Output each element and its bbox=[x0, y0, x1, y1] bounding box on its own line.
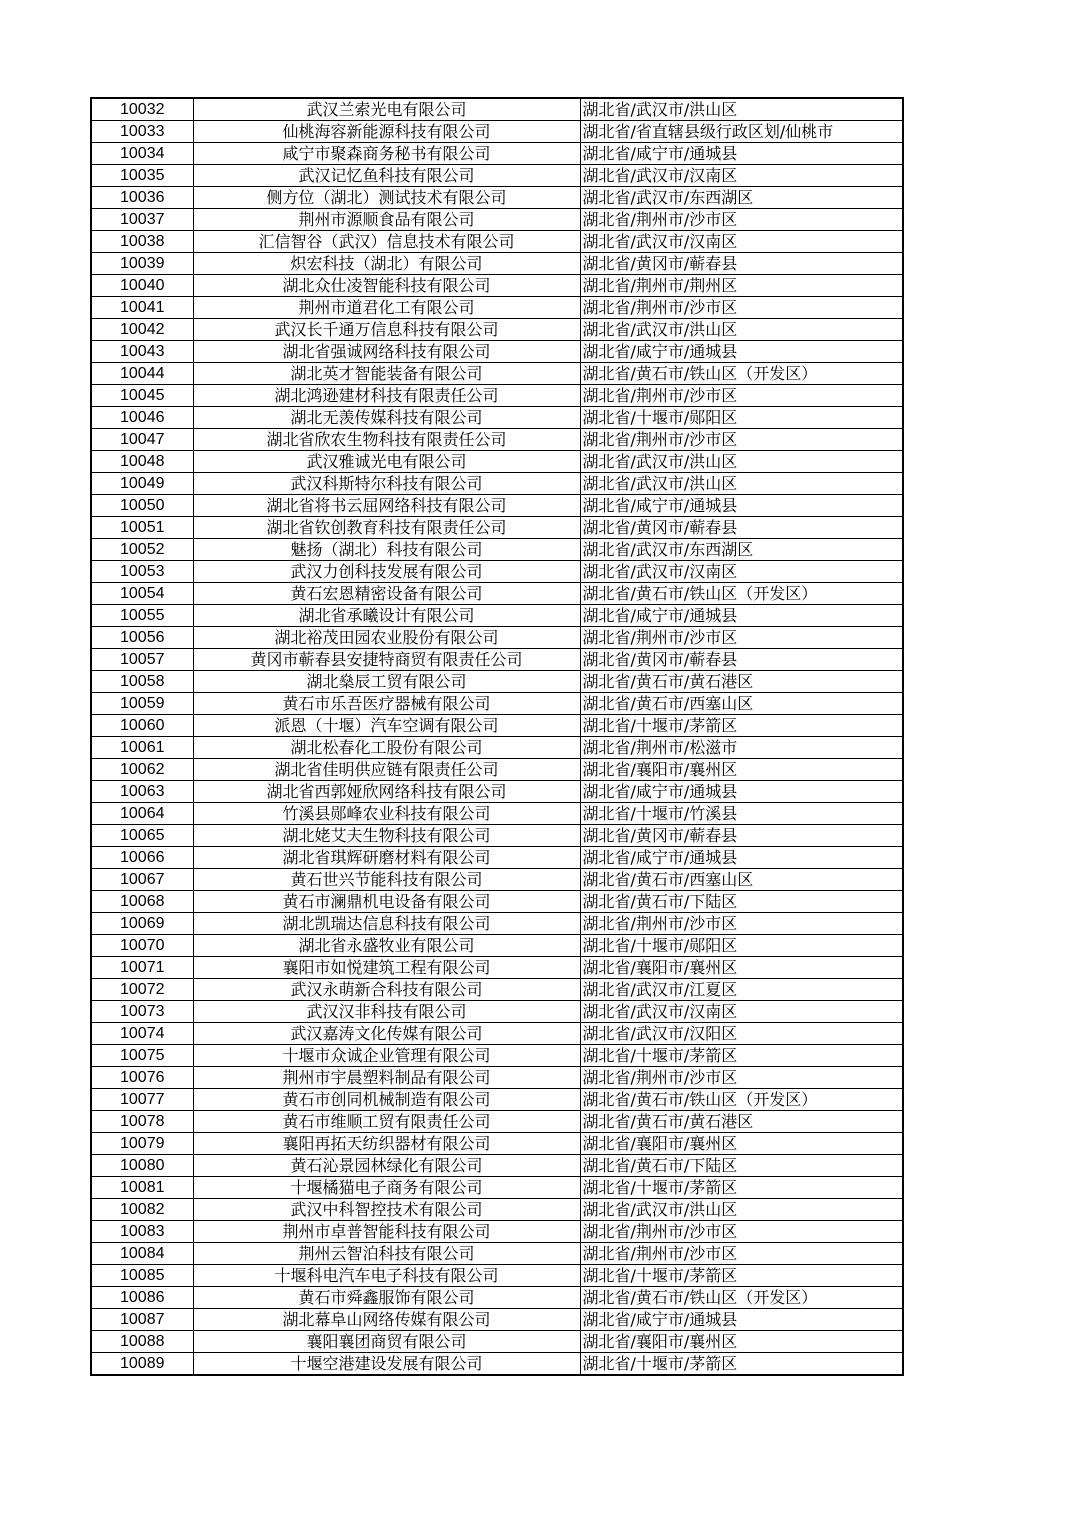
company-name-cell: 湖北省佳明供应链有限责任公司 bbox=[193, 759, 580, 781]
company-name-cell: 武汉兰索光电有限公司 bbox=[193, 98, 580, 121]
table-row bbox=[91, 297, 903, 319]
company-region-cell: 湖北省/武汉市/洪山区 bbox=[580, 451, 903, 473]
table-row bbox=[91, 957, 903, 979]
company-id-cell: 10033 bbox=[91, 121, 193, 143]
company-id-cell: 10055 bbox=[91, 605, 193, 627]
company-region-cell: 湖北省/黄冈市/蕲春县 bbox=[580, 253, 903, 275]
table-row bbox=[91, 913, 903, 935]
table-row bbox=[91, 1287, 903, 1309]
company-name-cell: 黄石宏恩精密设备有限公司 bbox=[193, 583, 580, 605]
company-id-cell: 10062 bbox=[91, 759, 193, 781]
company-id-cell: 10068 bbox=[91, 891, 193, 913]
company-name-cell: 黄石市维顺工贸有限责任公司 bbox=[193, 1111, 580, 1133]
table-row bbox=[91, 1155, 903, 1177]
table-row bbox=[91, 341, 903, 363]
company-region-cell: 湖北省/十堰市/郧阳区 bbox=[580, 407, 903, 429]
company-name-cell: 湖北鸿逊建材科技有限责任公司 bbox=[193, 385, 580, 407]
company-id-cell: 10053 bbox=[91, 561, 193, 583]
company-name-cell: 襄阳再拓天纺织器材有限公司 bbox=[193, 1133, 580, 1155]
company-name-cell: 炽宏科技（湖北）有限公司 bbox=[193, 253, 580, 275]
company-id-cell: 10084 bbox=[91, 1243, 193, 1265]
company-name-cell: 黄石沁景园林绿化有限公司 bbox=[193, 1155, 580, 1177]
company-name-cell: 武汉力创科技发展有限公司 bbox=[193, 561, 580, 583]
table-row bbox=[91, 275, 903, 297]
table-row bbox=[91, 583, 903, 605]
table-row bbox=[91, 891, 903, 913]
table-row bbox=[91, 1089, 903, 1111]
company-region-cell: 湖北省/襄阳市/襄州区 bbox=[580, 957, 903, 979]
company-name-cell: 武汉记忆鱼科技有限公司 bbox=[193, 165, 580, 187]
table-row bbox=[91, 1199, 903, 1221]
table-row bbox=[91, 715, 903, 737]
company-id-cell: 10043 bbox=[91, 341, 193, 363]
company-id-cell: 10041 bbox=[91, 297, 193, 319]
table-row bbox=[91, 737, 903, 759]
company-name-cell: 湖北松春化工股份有限公司 bbox=[193, 737, 580, 759]
company-name-cell: 襄阳市如悦建筑工程有限公司 bbox=[193, 957, 580, 979]
company-id-cell: 10052 bbox=[91, 539, 193, 561]
company-region-cell: 湖北省/十堰市/茅箭区 bbox=[580, 1045, 903, 1067]
company-name-cell: 黄石市舜鑫服饰有限公司 bbox=[193, 1287, 580, 1309]
company-name-cell: 湖北凯瑞达信息科技有限公司 bbox=[193, 913, 580, 935]
company-id-cell: 10082 bbox=[91, 1199, 193, 1221]
company-name-cell: 十堰科电汽车电子科技有限公司 bbox=[193, 1265, 580, 1287]
company-id-cell: 10056 bbox=[91, 627, 193, 649]
company-name-cell: 仙桃海容新能源科技有限公司 bbox=[193, 121, 580, 143]
company-name-cell: 十堰市众诚企业管理有限公司 bbox=[193, 1045, 580, 1067]
table-row bbox=[91, 165, 903, 187]
company-id-cell: 10045 bbox=[91, 385, 193, 407]
company-name-cell: 湖北省永盛牧业有限公司 bbox=[193, 935, 580, 957]
table-row bbox=[91, 253, 903, 275]
company-name-cell: 荆州市源顺食品有限公司 bbox=[193, 209, 580, 231]
company-region-cell: 湖北省/武汉市/洪山区 bbox=[580, 1199, 903, 1221]
company-region-cell: 湖北省/黄冈市/蕲春县 bbox=[580, 825, 903, 847]
company-name-cell: 十堰空港建设发展有限公司 bbox=[193, 1353, 580, 1376]
company-id-cell: 10044 bbox=[91, 363, 193, 385]
company-region-cell: 湖北省/黄石市/西塞山区 bbox=[580, 693, 903, 715]
table-row bbox=[91, 1045, 903, 1067]
company-region-cell: 湖北省/荆州市/沙市区 bbox=[580, 385, 903, 407]
company-id-cell: 10059 bbox=[91, 693, 193, 715]
company-region-cell: 湖北省/襄阳市/襄州区 bbox=[580, 759, 903, 781]
company-id-cell: 10032 bbox=[91, 98, 193, 121]
company-name-cell: 湖北英才智能装备有限公司 bbox=[193, 363, 580, 385]
company-name-cell: 黄石市澜鼎机电设备有限公司 bbox=[193, 891, 580, 913]
company-name-cell: 湖北幕阜山网络传媒有限公司 bbox=[193, 1309, 580, 1331]
company-region-cell: 湖北省/咸宁市/通城县 bbox=[580, 847, 903, 869]
company-region-cell: 湖北省/武汉市/洪山区 bbox=[580, 319, 903, 341]
company-name-cell: 黄石世兴节能科技有限公司 bbox=[193, 869, 580, 891]
company-name-cell: 竹溪县郧峰农业科技有限公司 bbox=[193, 803, 580, 825]
table-row bbox=[91, 1309, 903, 1331]
company-id-cell: 10065 bbox=[91, 825, 193, 847]
company-id-cell: 10076 bbox=[91, 1067, 193, 1089]
company-id-cell: 10074 bbox=[91, 1023, 193, 1045]
company-id-cell: 10070 bbox=[91, 935, 193, 957]
company-region-cell: 湖北省/十堰市/茅箭区 bbox=[580, 715, 903, 737]
company-id-cell: 10077 bbox=[91, 1089, 193, 1111]
company-region-cell: 湖北省/黄冈市/蕲春县 bbox=[580, 649, 903, 671]
company-id-cell: 10034 bbox=[91, 143, 193, 165]
table-row bbox=[91, 1023, 903, 1045]
company-id-cell: 10047 bbox=[91, 429, 193, 451]
company-region-cell: 湖北省/黄石市/铁山区（开发区） bbox=[580, 1089, 903, 1111]
table-row bbox=[91, 209, 903, 231]
table-row bbox=[91, 979, 903, 1001]
company-region-cell: 湖北省/武汉市/汉南区 bbox=[580, 561, 903, 583]
table-row bbox=[91, 517, 903, 539]
company-id-cell: 10060 bbox=[91, 715, 193, 737]
company-id-cell: 10075 bbox=[91, 1045, 193, 1067]
company-region-cell: 湖北省/荆州市/沙市区 bbox=[580, 429, 903, 451]
company-name-cell: 湖北省钦创教育科技有限责任公司 bbox=[193, 517, 580, 539]
company-id-cell: 10037 bbox=[91, 209, 193, 231]
company-name-cell: 黄石市乐吾医疗器械有限公司 bbox=[193, 693, 580, 715]
company-id-cell: 10083 bbox=[91, 1221, 193, 1243]
company-region-cell: 湖北省/咸宁市/通城县 bbox=[580, 1309, 903, 1331]
table-row bbox=[91, 1177, 903, 1199]
table-row bbox=[91, 98, 903, 121]
company-name-cell: 湖北省琪辉研磨材料有限公司 bbox=[193, 847, 580, 869]
company-name-cell: 湖北无羡传媒科技有限公司 bbox=[193, 407, 580, 429]
table-row bbox=[91, 869, 903, 891]
table-row bbox=[91, 1243, 903, 1265]
company-region-cell: 湖北省/荆州市/沙市区 bbox=[580, 209, 903, 231]
table-row bbox=[91, 1331, 903, 1353]
company-region-cell: 湖北省/省直辖县级行政区划/仙桃市 bbox=[580, 121, 903, 143]
company-region-cell: 湖北省/黄石市/铁山区（开发区） bbox=[580, 1287, 903, 1309]
company-region-cell: 湖北省/武汉市/东西湖区 bbox=[580, 539, 903, 561]
table-row bbox=[91, 847, 903, 869]
company-table-body bbox=[91, 98, 903, 1375]
company-name-cell: 武汉长千通万信息科技有限公司 bbox=[193, 319, 580, 341]
table-row bbox=[91, 649, 903, 671]
table-row bbox=[91, 693, 903, 715]
company-id-cell: 10063 bbox=[91, 781, 193, 803]
company-id-cell: 10088 bbox=[91, 1331, 193, 1353]
company-name-cell: 荆州云智泊科技有限公司 bbox=[193, 1243, 580, 1265]
company-id-cell: 10069 bbox=[91, 913, 193, 935]
company-region-cell: 湖北省/黄石市/铁山区（开发区） bbox=[580, 363, 903, 385]
company-region-cell: 湖北省/武汉市/东西湖区 bbox=[580, 187, 903, 209]
company-region-cell: 湖北省/荆州市/沙市区 bbox=[580, 1243, 903, 1265]
company-id-cell: 10072 bbox=[91, 979, 193, 1001]
company-id-cell: 10079 bbox=[91, 1133, 193, 1155]
table-row bbox=[91, 231, 903, 253]
company-id-cell: 10057 bbox=[91, 649, 193, 671]
company-region-cell: 湖北省/武汉市/江夏区 bbox=[580, 979, 903, 1001]
company-name-cell: 黄冈市蕲春县安捷特商贸有限责任公司 bbox=[193, 649, 580, 671]
company-name-cell: 武汉雅诚光电有限公司 bbox=[193, 451, 580, 473]
company-region-cell: 湖北省/襄阳市/襄州区 bbox=[580, 1331, 903, 1353]
company-id-cell: 10067 bbox=[91, 869, 193, 891]
company-region-cell: 湖北省/荆州市/沙市区 bbox=[580, 1221, 903, 1243]
table-row bbox=[91, 561, 903, 583]
company-region-cell: 湖北省/咸宁市/通城县 bbox=[580, 781, 903, 803]
company-id-cell: 10081 bbox=[91, 1177, 193, 1199]
company-id-cell: 10066 bbox=[91, 847, 193, 869]
company-name-cell: 派恩（十堰）汽车空调有限公司 bbox=[193, 715, 580, 737]
table-row bbox=[91, 187, 903, 209]
company-id-cell: 10054 bbox=[91, 583, 193, 605]
company-table bbox=[90, 97, 904, 1376]
company-name-cell: 咸宁市聚森商务秘书有限公司 bbox=[193, 143, 580, 165]
table-row bbox=[91, 605, 903, 627]
company-region-cell: 湖北省/武汉市/汉南区 bbox=[580, 1001, 903, 1023]
company-region-cell: 湖北省/黄石市/黄石港区 bbox=[580, 1111, 903, 1133]
company-name-cell: 湖北省欣农生物科技有限责任公司 bbox=[193, 429, 580, 451]
company-region-cell: 湖北省/荆州市/沙市区 bbox=[580, 627, 903, 649]
company-name-cell: 荆州市宇晨塑料制品有限公司 bbox=[193, 1067, 580, 1089]
table-row bbox=[91, 407, 903, 429]
company-id-cell: 10078 bbox=[91, 1111, 193, 1133]
company-id-cell: 10071 bbox=[91, 957, 193, 979]
company-region-cell: 湖北省/十堰市/郧阳区 bbox=[580, 935, 903, 957]
company-region-cell: 湖北省/荆州市/沙市区 bbox=[580, 297, 903, 319]
company-name-cell: 荆州市卓普智能科技有限公司 bbox=[193, 1221, 580, 1243]
company-name-cell: 武汉中科智控技术有限公司 bbox=[193, 1199, 580, 1221]
company-region-cell: 湖北省/黄石市/下陆区 bbox=[580, 1155, 903, 1177]
table-row bbox=[91, 759, 903, 781]
company-region-cell: 湖北省/十堰市/茅箭区 bbox=[580, 1177, 903, 1199]
table-row bbox=[91, 473, 903, 495]
company-name-cell: 湖北省西郭娅欣网络科技有限公司 bbox=[193, 781, 580, 803]
company-name-cell: 侧方位（湖北）测试技术有限公司 bbox=[193, 187, 580, 209]
company-region-cell: 湖北省/黄石市/黄石港区 bbox=[580, 671, 903, 693]
company-name-cell: 汇信智谷（武汉）信息技术有限公司 bbox=[193, 231, 580, 253]
table-row bbox=[91, 385, 903, 407]
company-region-cell: 湖北省/咸宁市/通城县 bbox=[580, 143, 903, 165]
company-id-cell: 10050 bbox=[91, 495, 193, 517]
company-region-cell: 湖北省/咸宁市/通城县 bbox=[580, 341, 903, 363]
company-id-cell: 10085 bbox=[91, 1265, 193, 1287]
company-name-cell: 武汉科斯特尔科技有限公司 bbox=[193, 473, 580, 495]
company-region-cell: 湖北省/襄阳市/襄州区 bbox=[580, 1133, 903, 1155]
company-id-cell: 10080 bbox=[91, 1155, 193, 1177]
company-region-cell: 湖北省/荆州市/沙市区 bbox=[580, 913, 903, 935]
company-region-cell: 湖北省/武汉市/洪山区 bbox=[580, 473, 903, 495]
table-row bbox=[91, 935, 903, 957]
table-row bbox=[91, 363, 903, 385]
table-row bbox=[91, 451, 903, 473]
company-name-cell: 湖北燊辰工贸有限公司 bbox=[193, 671, 580, 693]
company-region-cell: 湖北省/武汉市/汉南区 bbox=[580, 165, 903, 187]
company-region-cell: 湖北省/黄冈市/蕲春县 bbox=[580, 517, 903, 539]
company-region-cell: 湖北省/武汉市/洪山区 bbox=[580, 98, 903, 121]
table-row bbox=[91, 1067, 903, 1089]
company-region-cell: 湖北省/荆州市/松滋市 bbox=[580, 737, 903, 759]
company-id-cell: 10042 bbox=[91, 319, 193, 341]
company-region-cell: 湖北省/荆州市/沙市区 bbox=[580, 1067, 903, 1089]
table-row bbox=[91, 143, 903, 165]
company-id-cell: 10040 bbox=[91, 275, 193, 297]
company-name-cell: 湖北省将书云屈网络科技有限公司 bbox=[193, 495, 580, 517]
company-region-cell: 湖北省/武汉市/汉阳区 bbox=[580, 1023, 903, 1045]
company-region-cell: 湖北省/十堰市/茅箭区 bbox=[580, 1353, 903, 1376]
company-id-cell: 10089 bbox=[91, 1353, 193, 1376]
company-name-cell: 荆州市道君化工有限公司 bbox=[193, 297, 580, 319]
table-row bbox=[91, 1353, 903, 1376]
company-name-cell: 黄石市创同机械制造有限公司 bbox=[193, 1089, 580, 1111]
company-id-cell: 10058 bbox=[91, 671, 193, 693]
company-region-cell: 湖北省/武汉市/汉南区 bbox=[580, 231, 903, 253]
company-id-cell: 10073 bbox=[91, 1001, 193, 1023]
company-region-cell: 湖北省/咸宁市/通城县 bbox=[580, 495, 903, 517]
company-region-cell: 湖北省/咸宁市/通城县 bbox=[580, 605, 903, 627]
company-id-cell: 10051 bbox=[91, 517, 193, 539]
company-name-cell: 湖北省强诚网络科技有限公司 bbox=[193, 341, 580, 363]
company-name-cell: 十堰橘猫电子商务有限公司 bbox=[193, 1177, 580, 1199]
company-region-cell: 湖北省/黄石市/铁山区（开发区） bbox=[580, 583, 903, 605]
table-row bbox=[91, 319, 903, 341]
table-row bbox=[91, 627, 903, 649]
table-row bbox=[91, 1265, 903, 1287]
company-id-cell: 10038 bbox=[91, 231, 193, 253]
company-id-cell: 10049 bbox=[91, 473, 193, 495]
table-row bbox=[91, 1133, 903, 1155]
company-id-cell: 10064 bbox=[91, 803, 193, 825]
table-row bbox=[91, 803, 903, 825]
company-region-cell: 湖北省/荆州市/荆州区 bbox=[580, 275, 903, 297]
company-id-cell: 10086 bbox=[91, 1287, 193, 1309]
table-row bbox=[91, 429, 903, 451]
table-row bbox=[91, 121, 903, 143]
table-row bbox=[91, 1111, 903, 1133]
table-row bbox=[91, 781, 903, 803]
company-id-cell: 10048 bbox=[91, 451, 193, 473]
table-row bbox=[91, 495, 903, 517]
table-row bbox=[91, 539, 903, 561]
company-region-cell: 湖北省/黄石市/西塞山区 bbox=[580, 869, 903, 891]
company-name-cell: 襄阳襄团商贸有限公司 bbox=[193, 1331, 580, 1353]
company-name-cell: 武汉永萌新合科技有限公司 bbox=[193, 979, 580, 1001]
company-region-cell: 湖北省/黄石市/下陆区 bbox=[580, 891, 903, 913]
company-id-cell: 10046 bbox=[91, 407, 193, 429]
company-id-cell: 10039 bbox=[91, 253, 193, 275]
company-name-cell: 武汉汉非科技有限公司 bbox=[193, 1001, 580, 1023]
company-name-cell: 魅扬（湖北）科技有限公司 bbox=[193, 539, 580, 561]
table-row bbox=[91, 671, 903, 693]
company-id-cell: 10087 bbox=[91, 1309, 193, 1331]
company-region-cell: 湖北省/十堰市/茅箭区 bbox=[580, 1265, 903, 1287]
table-row bbox=[91, 825, 903, 847]
company-name-cell: 湖北众仕凌智能科技有限公司 bbox=[193, 275, 580, 297]
company-name-cell: 武汉嘉涛文化传媒有限公司 bbox=[193, 1023, 580, 1045]
company-id-cell: 10036 bbox=[91, 187, 193, 209]
company-id-cell: 10061 bbox=[91, 737, 193, 759]
table-row bbox=[91, 1221, 903, 1243]
company-name-cell: 湖北裕茂田园农业股份有限公司 bbox=[193, 627, 580, 649]
company-name-cell: 湖北省承曦设计有限公司 bbox=[193, 605, 580, 627]
company-name-cell: 湖北姥艾夫生物科技有限公司 bbox=[193, 825, 580, 847]
company-region-cell: 湖北省/十堰市/竹溪县 bbox=[580, 803, 903, 825]
table-row bbox=[91, 1001, 903, 1023]
company-id-cell: 10035 bbox=[91, 165, 193, 187]
